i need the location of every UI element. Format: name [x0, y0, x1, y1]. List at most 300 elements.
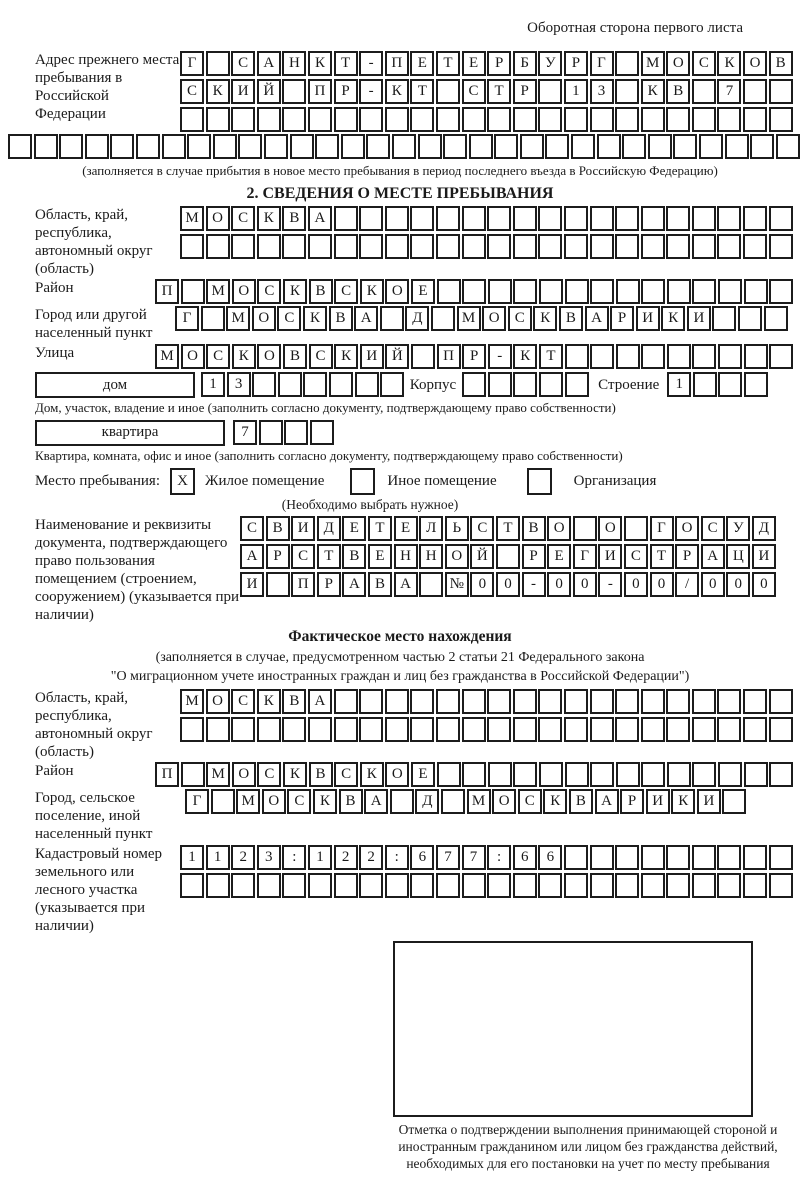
char-box[interactable]: П: [291, 572, 315, 597]
char-box[interactable]: [264, 134, 288, 159]
char-box[interactable]: [496, 544, 520, 569]
char-box[interactable]: [411, 344, 435, 369]
char-box[interactable]: Т: [410, 79, 434, 104]
char-box[interactable]: [692, 762, 716, 787]
char-box[interactable]: Р: [675, 544, 699, 569]
char-box[interactable]: А: [595, 789, 619, 814]
char-box[interactable]: Ц: [726, 544, 750, 569]
char-box[interactable]: К: [303, 306, 327, 331]
char-box[interactable]: [590, 689, 614, 714]
char-box[interactable]: [743, 79, 767, 104]
char-box[interactable]: Г: [573, 544, 597, 569]
char-box[interactable]: Т: [650, 544, 674, 569]
char-box[interactable]: [334, 717, 358, 742]
char-box[interactable]: А: [257, 51, 281, 76]
char-box[interactable]: У: [726, 516, 750, 541]
char-box[interactable]: 7: [233, 420, 257, 445]
char-box[interactable]: [565, 372, 589, 397]
char-box[interactable]: [666, 206, 690, 231]
char-box[interactable]: [494, 134, 518, 159]
char-box[interactable]: [334, 873, 358, 898]
char-box[interactable]: [487, 717, 511, 742]
char-box[interactable]: И: [291, 516, 315, 541]
char-box[interactable]: [462, 717, 486, 742]
char-box[interactable]: [181, 279, 205, 304]
char-box[interactable]: [692, 717, 716, 742]
char-box[interactable]: [666, 717, 690, 742]
char-box[interactable]: [488, 762, 512, 787]
char-box[interactable]: [441, 789, 465, 814]
char-box[interactable]: С: [624, 544, 648, 569]
char-box[interactable]: В: [266, 516, 290, 541]
char-box[interactable]: М: [155, 344, 179, 369]
char-box[interactable]: [615, 79, 639, 104]
char-box[interactable]: [462, 873, 486, 898]
char-box[interactable]: [385, 206, 409, 231]
char-box[interactable]: 2: [359, 845, 383, 870]
char-box[interactable]: [539, 279, 563, 304]
char-box[interactable]: С: [257, 279, 281, 304]
char-box[interactable]: [462, 372, 486, 397]
char-box[interactable]: [769, 206, 793, 231]
char-box[interactable]: П: [155, 762, 179, 787]
char-box[interactable]: С: [231, 689, 255, 714]
char-box[interactable]: Р: [522, 544, 546, 569]
char-box[interactable]: И: [360, 344, 384, 369]
char-box[interactable]: К: [206, 79, 230, 104]
char-box[interactable]: [565, 344, 589, 369]
char-box[interactable]: С: [277, 306, 301, 331]
char-box[interactable]: [513, 234, 537, 259]
char-box[interactable]: [693, 372, 717, 397]
char-box[interactable]: [744, 279, 768, 304]
char-box[interactable]: К: [232, 344, 256, 369]
char-box[interactable]: Р: [610, 306, 634, 331]
char-box[interactable]: [641, 717, 665, 742]
char-box[interactable]: [564, 689, 588, 714]
char-box[interactable]: О: [598, 516, 622, 541]
char-box[interactable]: О: [262, 789, 286, 814]
char-box[interactable]: [538, 234, 562, 259]
char-box[interactable]: Й: [385, 344, 409, 369]
char-box[interactable]: [545, 134, 569, 159]
char-box[interactable]: [564, 717, 588, 742]
char-box[interactable]: 0: [650, 572, 674, 597]
char-box[interactable]: М: [180, 206, 204, 231]
char-box[interactable]: Н: [282, 51, 306, 76]
char-box[interactable]: М: [206, 762, 230, 787]
char-box[interactable]: М: [641, 51, 665, 76]
char-box[interactable]: [181, 762, 205, 787]
char-box[interactable]: [743, 107, 767, 132]
char-box[interactable]: [308, 234, 332, 259]
char-box[interactable]: 1: [206, 845, 230, 870]
char-box[interactable]: [513, 279, 537, 304]
char-box[interactable]: [641, 279, 665, 304]
char-box[interactable]: Е: [411, 279, 435, 304]
char-box[interactable]: И: [697, 789, 721, 814]
char-box[interactable]: 0: [470, 572, 494, 597]
char-box[interactable]: О: [482, 306, 506, 331]
char-box[interactable]: М: [180, 689, 204, 714]
char-box[interactable]: П: [437, 344, 461, 369]
char-box[interactable]: :: [385, 845, 409, 870]
char-box[interactable]: [641, 234, 665, 259]
char-box[interactable]: [162, 134, 186, 159]
char-box[interactable]: [590, 107, 614, 132]
char-box[interactable]: 2: [334, 845, 358, 870]
char-box[interactable]: [769, 107, 793, 132]
char-box[interactable]: [385, 689, 409, 714]
char-box[interactable]: [743, 234, 767, 259]
char-box[interactable]: :: [282, 845, 306, 870]
char-box[interactable]: Р: [462, 344, 486, 369]
char-box[interactable]: К: [385, 79, 409, 104]
char-box[interactable]: [487, 234, 511, 259]
char-box[interactable]: [334, 234, 358, 259]
char-box[interactable]: [717, 107, 741, 132]
char-box[interactable]: [487, 206, 511, 231]
char-box[interactable]: [692, 873, 716, 898]
char-box[interactable]: 7: [462, 845, 486, 870]
char-box[interactable]: О: [232, 279, 256, 304]
char-box[interactable]: О: [385, 279, 409, 304]
checkbox-other-premises[interactable]: [350, 468, 375, 495]
char-box[interactable]: А: [308, 206, 332, 231]
char-box[interactable]: [310, 420, 334, 445]
char-box[interactable]: [520, 134, 544, 159]
char-box[interactable]: [334, 107, 358, 132]
char-box[interactable]: [418, 134, 442, 159]
char-box[interactable]: [513, 372, 537, 397]
char-box[interactable]: В: [309, 762, 333, 787]
char-box[interactable]: 7: [436, 845, 460, 870]
char-box[interactable]: [303, 372, 327, 397]
char-box[interactable]: У: [538, 51, 562, 76]
char-box[interactable]: -: [359, 79, 383, 104]
char-box[interactable]: [692, 279, 716, 304]
char-box[interactable]: [282, 234, 306, 259]
char-box[interactable]: 3: [590, 79, 614, 104]
char-box[interactable]: Р: [513, 79, 537, 104]
char-box[interactable]: 7: [717, 79, 741, 104]
char-box[interactable]: [462, 206, 486, 231]
char-box[interactable]: [648, 134, 672, 159]
char-box[interactable]: [282, 79, 306, 104]
char-box[interactable]: В: [339, 789, 363, 814]
char-box[interactable]: [385, 717, 409, 742]
char-box[interactable]: [565, 279, 589, 304]
char-box[interactable]: [769, 234, 793, 259]
char-box[interactable]: А: [364, 789, 388, 814]
char-box[interactable]: [539, 372, 563, 397]
char-box[interactable]: [266, 572, 290, 597]
char-box[interactable]: Р: [334, 79, 358, 104]
char-box[interactable]: [666, 107, 690, 132]
char-box[interactable]: [699, 134, 723, 159]
char-box[interactable]: О: [743, 51, 767, 76]
char-box[interactable]: Е: [462, 51, 486, 76]
char-box[interactable]: К: [671, 789, 695, 814]
char-box[interactable]: [692, 344, 716, 369]
char-box[interactable]: [615, 234, 639, 259]
char-box[interactable]: 1: [564, 79, 588, 104]
char-box[interactable]: 0: [547, 572, 571, 597]
char-box[interactable]: [666, 845, 690, 870]
char-box[interactable]: А: [354, 306, 378, 331]
char-box[interactable]: В: [329, 306, 353, 331]
char-box[interactable]: [564, 206, 588, 231]
char-box[interactable]: К: [533, 306, 557, 331]
char-box[interactable]: [513, 873, 537, 898]
char-box[interactable]: С: [508, 306, 532, 331]
char-box[interactable]: [743, 717, 767, 742]
char-box[interactable]: [513, 206, 537, 231]
char-box[interactable]: О: [206, 206, 230, 231]
char-box[interactable]: [380, 372, 404, 397]
char-box[interactable]: О: [666, 51, 690, 76]
char-box[interactable]: [615, 51, 639, 76]
char-box[interactable]: [641, 845, 665, 870]
char-box[interactable]: А: [701, 544, 725, 569]
char-box[interactable]: [590, 344, 614, 369]
char-box[interactable]: Е: [342, 516, 366, 541]
char-box[interactable]: Р: [317, 572, 341, 597]
char-box[interactable]: [410, 717, 434, 742]
char-box[interactable]: Т: [334, 51, 358, 76]
char-box[interactable]: Ь: [445, 516, 469, 541]
char-box[interactable]: [180, 873, 204, 898]
char-box[interactable]: К: [257, 689, 281, 714]
char-box[interactable]: [282, 717, 306, 742]
char-box[interactable]: [743, 845, 767, 870]
char-box[interactable]: [487, 689, 511, 714]
char-box[interactable]: В: [522, 516, 546, 541]
char-box[interactable]: К: [313, 789, 337, 814]
char-box[interactable]: [744, 372, 768, 397]
char-box[interactable]: [187, 134, 211, 159]
char-box[interactable]: Д: [405, 306, 429, 331]
char-box[interactable]: [59, 134, 83, 159]
char-box[interactable]: [564, 845, 588, 870]
char-box[interactable]: [462, 234, 486, 259]
char-box[interactable]: [718, 344, 742, 369]
char-box[interactable]: А: [585, 306, 609, 331]
char-box[interactable]: В: [569, 789, 593, 814]
char-box[interactable]: [513, 689, 537, 714]
char-box[interactable]: [385, 107, 409, 132]
char-box[interactable]: [206, 717, 230, 742]
char-box[interactable]: 1: [308, 845, 332, 870]
char-box[interactable]: Д: [752, 516, 776, 541]
char-box[interactable]: [366, 134, 390, 159]
char-box[interactable]: [206, 51, 230, 76]
char-box[interactable]: [692, 845, 716, 870]
char-box[interactable]: [692, 206, 716, 231]
char-box[interactable]: С: [692, 51, 716, 76]
char-box[interactable]: [436, 107, 460, 132]
char-box[interactable]: К: [513, 344, 537, 369]
char-box[interactable]: С: [257, 762, 281, 787]
char-box[interactable]: [257, 873, 281, 898]
char-box[interactable]: [667, 344, 691, 369]
char-box[interactable]: [359, 717, 383, 742]
char-box[interactable]: С: [518, 789, 542, 814]
char-box[interactable]: О: [252, 306, 276, 331]
char-box[interactable]: [278, 372, 302, 397]
char-box[interactable]: К: [283, 762, 307, 787]
char-box[interactable]: В: [666, 79, 690, 104]
char-box[interactable]: В: [342, 544, 366, 569]
char-box[interactable]: Й: [470, 544, 494, 569]
char-box[interactable]: [213, 134, 237, 159]
char-box[interactable]: А: [240, 544, 264, 569]
char-box[interactable]: [436, 234, 460, 259]
char-box[interactable]: О: [206, 689, 230, 714]
char-box[interactable]: -: [488, 344, 512, 369]
char-box[interactable]: В: [368, 572, 392, 597]
char-box[interactable]: [252, 372, 276, 397]
checkbox-organization[interactable]: [527, 468, 552, 495]
char-box[interactable]: [436, 689, 460, 714]
char-box[interactable]: [257, 234, 281, 259]
char-box[interactable]: [564, 234, 588, 259]
char-box[interactable]: [717, 873, 741, 898]
char-box[interactable]: М: [467, 789, 491, 814]
char-box[interactable]: Б: [513, 51, 537, 76]
char-box[interactable]: [590, 845, 614, 870]
char-box[interactable]: [419, 572, 443, 597]
char-box[interactable]: К: [360, 762, 384, 787]
char-box[interactable]: [437, 279, 461, 304]
char-box[interactable]: №: [445, 572, 469, 597]
char-box[interactable]: [692, 107, 716, 132]
char-box[interactable]: С: [206, 344, 230, 369]
char-box[interactable]: [487, 873, 511, 898]
char-box[interactable]: [769, 689, 793, 714]
char-box[interactable]: [436, 79, 460, 104]
char-box[interactable]: М: [226, 306, 250, 331]
char-box[interactable]: [355, 372, 379, 397]
char-box[interactable]: Т: [317, 544, 341, 569]
char-box[interactable]: [717, 234, 741, 259]
char-box[interactable]: [565, 762, 589, 787]
char-box[interactable]: С: [231, 206, 255, 231]
char-box[interactable]: /: [675, 572, 699, 597]
char-box[interactable]: [564, 107, 588, 132]
char-box[interactable]: [769, 279, 793, 304]
char-box[interactable]: [180, 107, 204, 132]
char-box[interactable]: [231, 717, 255, 742]
char-box[interactable]: К: [717, 51, 741, 76]
char-box[interactable]: [487, 107, 511, 132]
char-box[interactable]: [538, 107, 562, 132]
char-box[interactable]: [769, 873, 793, 898]
char-box[interactable]: Г: [185, 789, 209, 814]
char-box[interactable]: [462, 689, 486, 714]
char-box[interactable]: [641, 107, 665, 132]
char-box[interactable]: А: [342, 572, 366, 597]
char-box[interactable]: 3: [257, 845, 281, 870]
char-box[interactable]: [385, 234, 409, 259]
char-box[interactable]: [717, 689, 741, 714]
char-box[interactable]: Г: [650, 516, 674, 541]
char-box[interactable]: [616, 344, 640, 369]
char-box[interactable]: [641, 873, 665, 898]
char-box[interactable]: Е: [368, 544, 392, 569]
char-box[interactable]: [744, 344, 768, 369]
char-box[interactable]: [390, 789, 414, 814]
char-box[interactable]: К: [641, 79, 665, 104]
char-box[interactable]: [436, 873, 460, 898]
char-box[interactable]: [513, 762, 537, 787]
char-box[interactable]: [590, 279, 614, 304]
char-box[interactable]: [717, 845, 741, 870]
char-box[interactable]: [615, 206, 639, 231]
char-box[interactable]: [315, 134, 339, 159]
char-box[interactable]: Р: [266, 544, 290, 569]
char-box[interactable]: [385, 873, 409, 898]
char-box[interactable]: [85, 134, 109, 159]
char-box[interactable]: В: [282, 206, 306, 231]
char-box[interactable]: [308, 107, 332, 132]
char-box[interactable]: И: [687, 306, 711, 331]
char-box[interactable]: [590, 873, 614, 898]
char-box[interactable]: [776, 134, 800, 159]
char-box[interactable]: [738, 306, 762, 331]
char-box[interactable]: 1: [180, 845, 204, 870]
char-box[interactable]: 0: [752, 572, 776, 597]
char-box[interactable]: [462, 279, 486, 304]
char-box[interactable]: [206, 107, 230, 132]
char-box[interactable]: К: [334, 344, 358, 369]
char-box[interactable]: Д: [317, 516, 341, 541]
char-box[interactable]: [538, 206, 562, 231]
char-box[interactable]: [410, 206, 434, 231]
char-box[interactable]: М: [457, 306, 481, 331]
char-box[interactable]: С: [291, 544, 315, 569]
char-box[interactable]: [231, 234, 255, 259]
char-box[interactable]: Т: [368, 516, 392, 541]
char-box[interactable]: [359, 873, 383, 898]
char-box[interactable]: 0: [496, 572, 520, 597]
char-box[interactable]: [571, 134, 595, 159]
char-box[interactable]: [769, 762, 793, 787]
char-box[interactable]: П: [155, 279, 179, 304]
char-box[interactable]: Р: [620, 789, 644, 814]
char-box[interactable]: В: [769, 51, 793, 76]
checkbox-residential[interactable]: X: [170, 468, 195, 495]
char-box[interactable]: [692, 689, 716, 714]
char-box[interactable]: [257, 717, 281, 742]
char-box[interactable]: [539, 762, 563, 787]
char-box[interactable]: [392, 134, 416, 159]
char-box[interactable]: М: [206, 279, 230, 304]
char-box[interactable]: [284, 420, 308, 445]
char-box[interactable]: В: [559, 306, 583, 331]
char-box[interactable]: [136, 134, 160, 159]
char-box[interactable]: [769, 845, 793, 870]
char-box[interactable]: С: [231, 51, 255, 76]
char-box[interactable]: [616, 279, 640, 304]
char-box[interactable]: Е: [394, 516, 418, 541]
char-box[interactable]: К: [661, 306, 685, 331]
char-box[interactable]: [8, 134, 32, 159]
char-box[interactable]: [722, 789, 746, 814]
char-box[interactable]: М: [236, 789, 260, 814]
char-box[interactable]: О: [385, 762, 409, 787]
confirmation-stamp-box[interactable]: [393, 941, 753, 1117]
